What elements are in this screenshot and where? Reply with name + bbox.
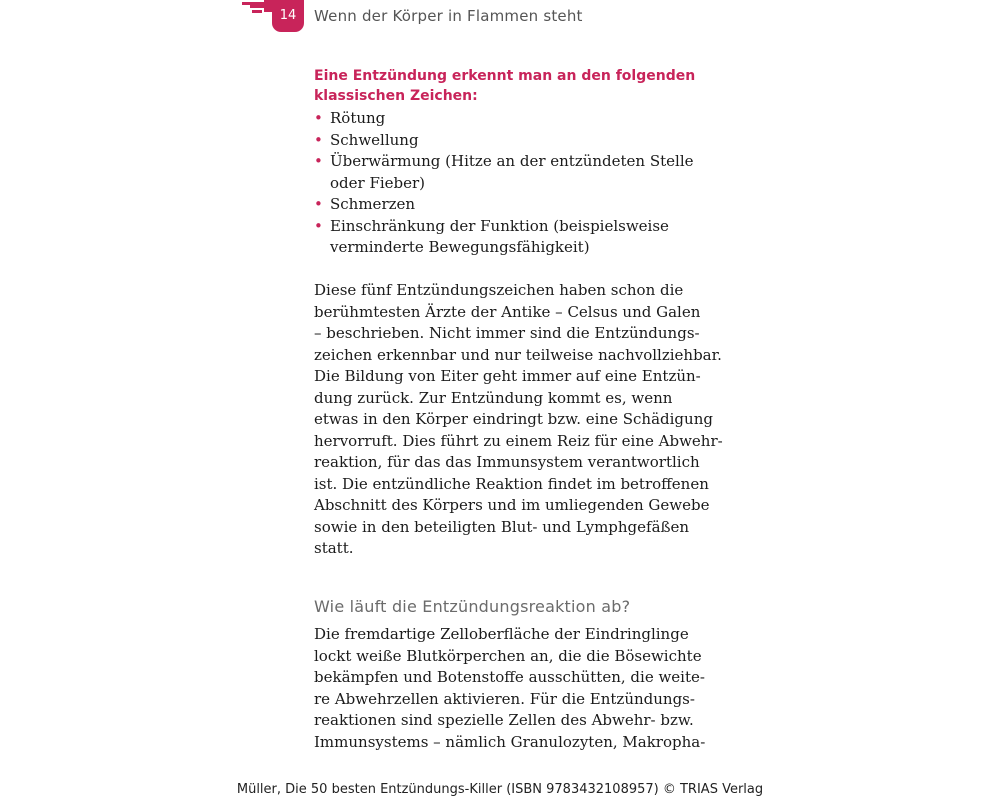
pointing-hand-icon [242,0,276,16]
list-item-text: verminderte Bewegungsfähigkeit) [330,238,590,256]
paragraph-line: Die fremdartige Zelloberfläche der Eindringlinge [314,625,689,643]
bullet-icon: • [314,109,323,127]
bullet-icon: • [314,130,323,149]
paragraph-line: sowie in den beteiligten Blut- und Lymphgefäßen [314,517,690,536]
body-paragraph-1 [314,280,723,560]
page-number-tab: 14 [272,0,304,32]
intro-line: klassischen Zeichen: [314,88,478,104]
list-item [314,194,714,216]
intro-heading [314,66,714,106]
list-item-text: Einschränkung der Funktion (beispielsweise [330,216,669,235]
list-item-text: Schmerzen [330,195,416,213]
body-paragraph-2 [314,624,714,753]
inflammation-signs-list [314,108,714,259]
list-item [314,216,714,259]
paragraph-line: berühmtesten Ärzte der Antike – Celsus und Galen [314,302,701,321]
paragraph-line: dung zurück. Zur Entzündung kommt es, wenn [314,388,673,407]
paragraph-line: zeichen erkennbar und nur teilweise nachvollziehbar. [314,345,722,364]
paragraph-line: Die Bildung von Eiter geht immer auf eine Entzün- [314,367,701,385]
paragraph-line: reaktion, für das das Immunsystem verantwortlich [314,453,700,471]
paragraph-line: hervorruft. Dies führt zu einem Reiz für eine Abwehr- [314,431,723,450]
paragraph-line: bekämpfen und Botenstoffe ausschütten, die weite- [314,668,705,686]
bullet-icon: • [314,216,323,235]
list-item-text: Schwellung [330,130,419,149]
paragraph-line: Diese fünf Entzündungszeichen haben schon die [314,281,684,299]
list-item [314,108,714,130]
bullet-icon: • [314,152,323,170]
paragraph-line: – beschrieben. Nicht immer sind die Entzündungs- [314,324,700,342]
paragraph-line: Abschnitt des Körpers und im umliegenden Gewebe [314,496,710,514]
list-item-text: Rötung [330,109,386,127]
paragraph-line: ist. Die entzündliche Reaktion findet im betroffenen [314,474,709,493]
paragraph-line: lockt weiße Blutkörperchen an, die die Bösewichte [314,646,702,665]
list-item [314,130,714,152]
paragraph-line: Immunsystems – nämlich Granulozyten, Makropha- [314,732,706,751]
list-item [314,151,714,194]
intro-line: Eine Entzündung erkennt man an den folgenden [314,68,696,84]
paragraph-line: re Abwehrzellen aktivieren. Für die Entzündungs- [314,689,695,708]
running-title: Wenn der Körper in Flammen steht [314,7,583,25]
paragraph-line: reaktionen sind spezielle Zellen des Abwehr- bzw. [314,711,694,729]
paragraph-line: etwas in den Körper eindringt bzw. eine Schädigung [314,410,713,428]
paragraph-line: statt. [314,539,354,557]
list-item-text: oder Fieber) [330,173,426,192]
page-footer: Müller, Die 50 besten Entzündungs-Killer (ISBN 9783432108957) © TRIAS Verlag [236,782,764,797]
section-subheading: Wie läuft die Entzündungsreaktion ab? [314,597,631,616]
list-item-text: Überwärmung (Hitze an der entzündeten Stelle [330,152,694,170]
bullet-icon: • [314,195,323,213]
